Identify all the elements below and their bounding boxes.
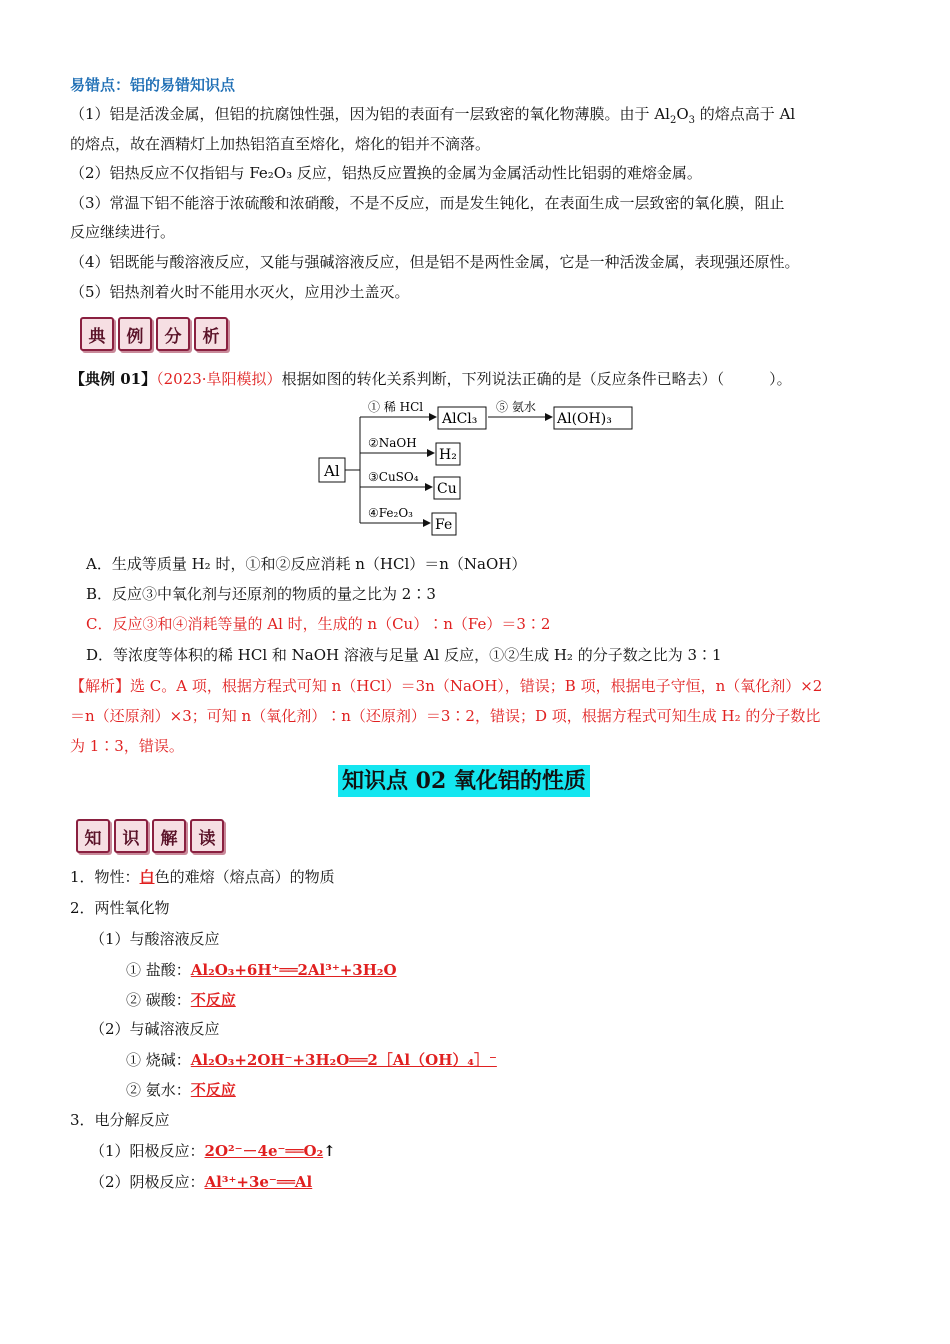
error-point-1-text-a: （1）铝是活泼金属，但铝的抗腐蚀性强，因为铝的表面有一层致密的氧化物薄膜。由于 Al bbox=[70, 105, 670, 123]
product-4: Fe bbox=[435, 517, 453, 533]
error-points-heading: 易错点：铝的易错知识点 bbox=[70, 76, 236, 94]
reagent-2: ②NaOH bbox=[368, 436, 417, 450]
error-point-3-cont: 反应继续进行。 bbox=[70, 223, 176, 241]
knowledge-2: 2．两性氧化物 bbox=[70, 899, 170, 917]
product-1: AlCl₃ bbox=[442, 411, 478, 427]
answer-caustic-soda: Al₂O₃+2OH⁻+3H₂O══2［Al（OH）₄］⁻ bbox=[190, 1051, 497, 1069]
error-point-1-cont: 的熔点，故在酒精灯上加热铝箔直至熔化，熔化的铝并不滴落。 bbox=[70, 135, 491, 153]
knowledge-1-prefix: 1．物性： bbox=[70, 868, 140, 886]
reaction-diagram bbox=[316, 395, 646, 540]
knowledge-2-1-a bbox=[126, 960, 397, 980]
badge-char: 识 bbox=[114, 819, 148, 853]
knowledge-2-2-b bbox=[126, 1080, 236, 1100]
analysis-line-2: ＝n（还原剂）×3；可知 n（氧化剂）∶n（还原剂）＝3∶2，错误；D 项，根据方程式可知生成 H₂ 的分子数比 bbox=[70, 707, 821, 725]
answer-ammonia: 不反应 bbox=[190, 1081, 236, 1099]
analysis-line-1: 【解析】选 C。A 项，根据方程式可知 n（HCl）＝3n（NaOH），错误；B 项，根据电子守恒，n（氧化剂）×2 bbox=[70, 677, 823, 695]
example-analysis-badge bbox=[80, 317, 228, 351]
badge-char: 解 bbox=[152, 819, 186, 853]
knowledge-2-2-a bbox=[126, 1050, 497, 1070]
knowledge-1-suffix: 色的难熔（熔点高）的物质 bbox=[154, 868, 335, 886]
carbonic-label: ② 碳酸： bbox=[126, 991, 191, 1009]
knowledge-3: 3．电分解反应 bbox=[70, 1111, 170, 1129]
example-source: （2023·阜阳模拟） bbox=[156, 370, 282, 388]
knowledge-1 bbox=[70, 867, 335, 887]
answer-cathode: Al³⁺+3e⁻══Al bbox=[204, 1173, 313, 1191]
answer-carbonic: 不反应 bbox=[190, 991, 236, 1009]
reagent-3: ③CuSO₄ bbox=[368, 470, 419, 484]
error-point-4: （4）铝既能与酸溶液反应，又能与强碱溶液反应，但是铝不是两性金属，它是一种活泼金属，表现强还原性。 bbox=[70, 253, 800, 271]
ammonia-label: ② 氨水： bbox=[126, 1081, 191, 1099]
badge-char: 典 bbox=[80, 317, 114, 351]
answer-hydrochloric: Al₂O₃+6H⁺══2Al³⁺+3H₂O bbox=[190, 961, 397, 979]
knowledge-reading-badge bbox=[76, 819, 224, 853]
badge-char: 分 bbox=[156, 317, 190, 351]
error-point-1-text-b: 的熔点高于 Al bbox=[699, 105, 796, 123]
example-stem: 根据如图的转化关系判断，下列说法正确的是（反应条件已略去）（ ）。 bbox=[281, 370, 792, 388]
analysis-line-3: 为 1∶3，错误。 bbox=[70, 737, 184, 755]
error-point-5: （5）铝热剂着火时不能用水灭火，应用沙土盖灭。 bbox=[70, 283, 410, 301]
badge-char: 知 bbox=[76, 819, 110, 853]
product-5: Al(OH)₃ bbox=[557, 411, 612, 427]
answer-anode: 2O²⁻－4e⁻══O₂ bbox=[204, 1142, 324, 1160]
badge-char: 析 bbox=[194, 317, 228, 351]
example-stem-line bbox=[70, 369, 792, 389]
knowledge-2-1-b bbox=[126, 990, 236, 1010]
anode-label: （1）阳极反应： bbox=[90, 1142, 205, 1160]
error-point-2: （2）铝热反应不仅指铝与 Fe₂O₃ 反应，铝热反应置换的金属为金属活动性比铝弱的难熔金属。 bbox=[70, 164, 702, 182]
error-point-3: （3）常温下铝不能溶于浓硫酸和浓硝酸，不是不反应，而是发生钝化，在表面生成一层致密的氧化膜，阻止 bbox=[70, 194, 785, 212]
badge-char: 读 bbox=[190, 819, 224, 853]
product-3: Cu bbox=[437, 481, 457, 497]
example-label: 【典例 01】 bbox=[70, 370, 157, 388]
knowledge-3-2 bbox=[90, 1172, 312, 1192]
error-point-1: （1）铝是活泼金属，但铝的抗腐蚀性强，因为铝的表面有一层致密的氧化物薄膜。由于 $Al_2O_3$ 的熔点高于 Al bbox=[70, 105, 796, 126]
section-title: 知识点 02 氧化铝的性质 bbox=[338, 765, 590, 797]
knowledge-2-2: （2）与碱溶液反应 bbox=[90, 1020, 220, 1038]
hydrochloric-label: ① 盐酸： bbox=[126, 961, 191, 979]
option-a: A．生成等质量 H₂ 时，①和②反应消耗 n（HCl）＝n（NaOH） bbox=[86, 555, 527, 573]
cathode-label: （2）阴极反应： bbox=[90, 1173, 205, 1191]
knowledge-3-1 bbox=[90, 1141, 336, 1161]
badge-char: 例 bbox=[118, 317, 152, 351]
knowledge-2-1: （1）与酸溶液反应 bbox=[90, 930, 220, 948]
caustic-soda-label: ① 烧碱： bbox=[126, 1051, 191, 1069]
reagent-5: ⑤ 氨水 bbox=[496, 400, 536, 414]
al-label: Al bbox=[324, 462, 340, 480]
option-d: D．等浓度等体积的稀 HCl 和 NaOH 溶液与足量 Al 反应，①②生成 H₂ 的分子数之比为 3∶1 bbox=[86, 646, 722, 664]
answer-white: 白 bbox=[139, 868, 155, 886]
product-2: H₂ bbox=[439, 447, 457, 463]
option-b: B．反应③中氧化剂与还原剂的物质的量之比为 2∶3 bbox=[86, 585, 436, 603]
gas-arrow: ↑ bbox=[323, 1142, 336, 1160]
reagent-4: ④Fe₂O₃ bbox=[368, 506, 413, 520]
reagent-1: ① 稀 HCl bbox=[368, 400, 424, 414]
option-c-correct: C．反应③和④消耗等量的 Al 时，生成的 n（Cu）∶n（Fe）＝3∶2 bbox=[86, 615, 551, 633]
